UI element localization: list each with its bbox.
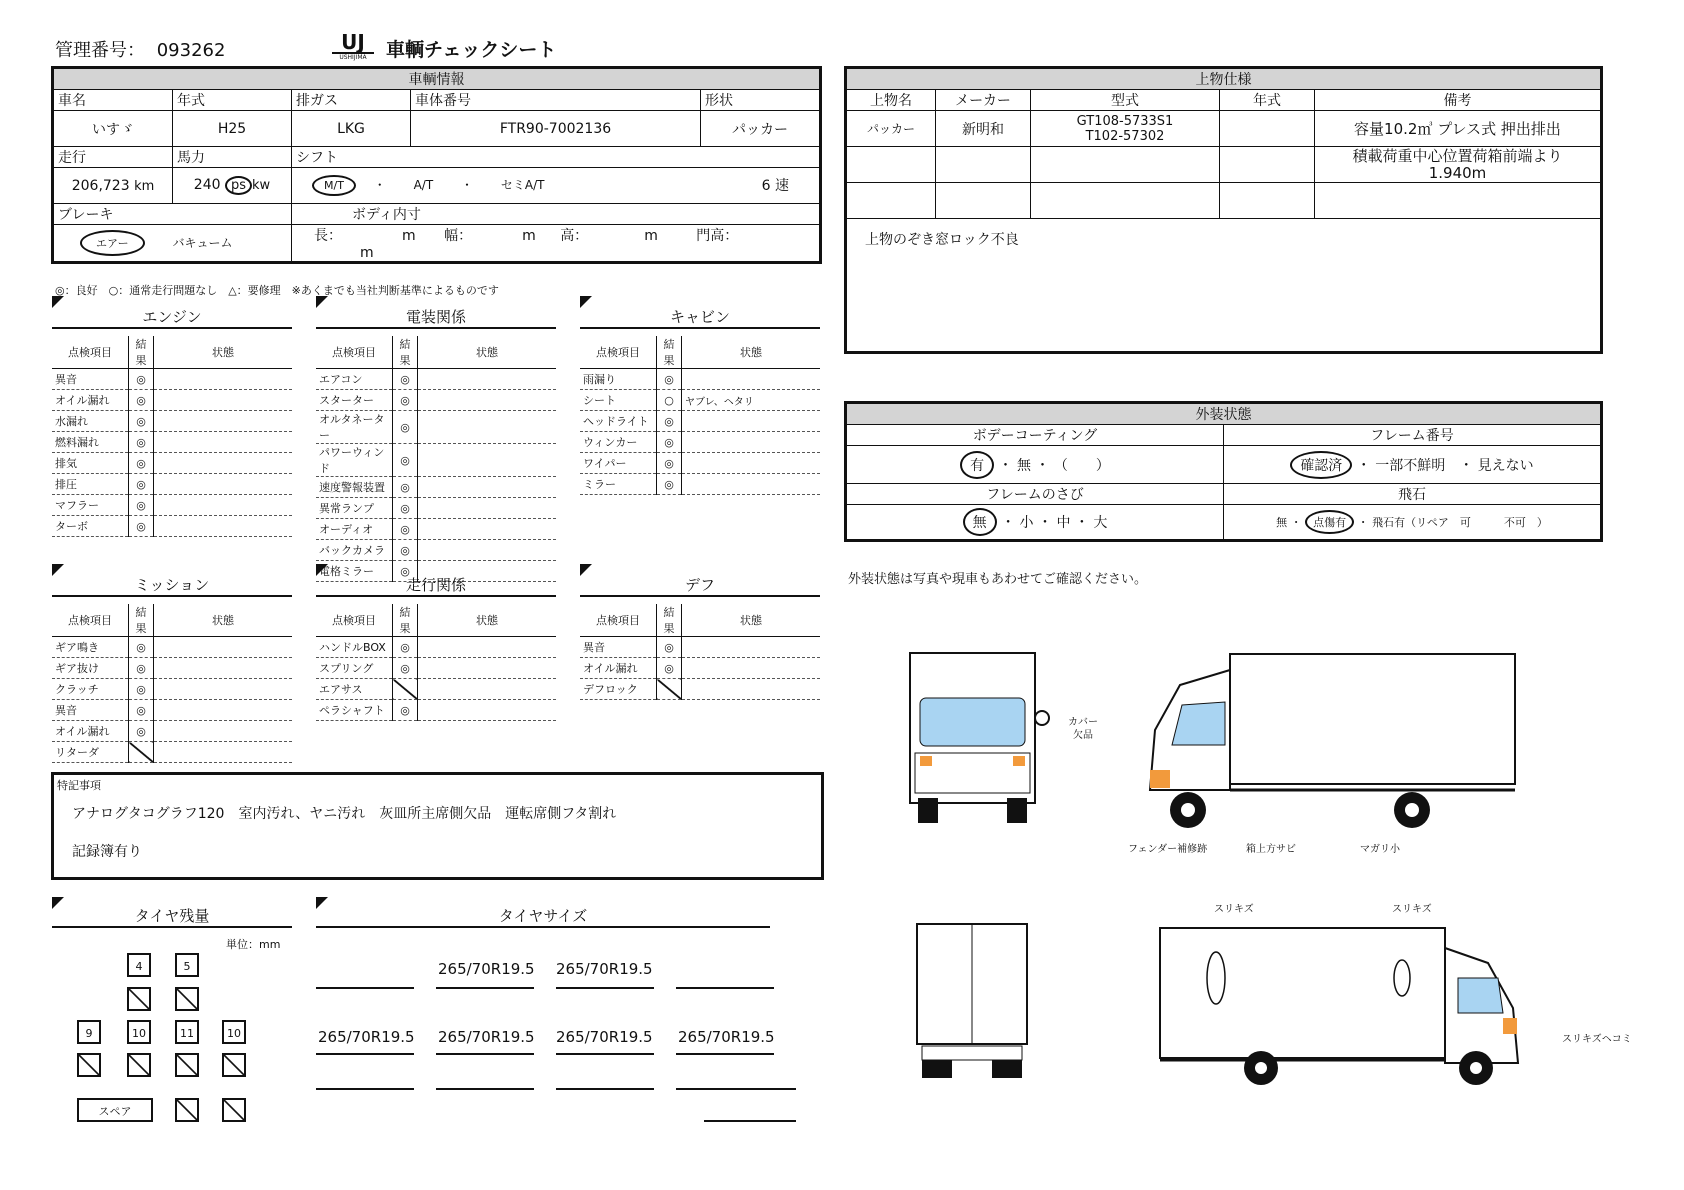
tire-rr1: 11 xyxy=(175,1020,199,1044)
mileage-value: 206,723 km xyxy=(53,168,173,204)
power-value: 240 ps kw xyxy=(173,168,292,204)
exterior-note: 外装状態は写真や現車もあわせてご確認ください。 xyxy=(848,572,1148,587)
tire-rl2: 10 xyxy=(127,1020,151,1044)
diff-title: デフ xyxy=(580,574,820,597)
truck-side-view-left xyxy=(1120,650,1520,830)
tire-unit: 単位：mm xyxy=(226,938,281,951)
check-row: オーディオ ◎ xyxy=(316,519,556,540)
check-row: クラッチ ◎ xyxy=(52,679,292,700)
label-cover: カバー 欠品 xyxy=(1068,717,1098,741)
label-box-rust: 箱上方サビ xyxy=(1246,844,1296,855)
label-scratch-1: スリキズ xyxy=(1214,904,1254,915)
check-row: 燃料漏れ ◎ xyxy=(52,432,292,453)
check-row: スプリング ◎ xyxy=(316,658,556,679)
cabin-title: キャビン xyxy=(580,306,820,329)
truck-side-view-right xyxy=(1158,918,1538,1088)
check-row: リターダ xyxy=(52,742,292,763)
mgmt-number: 管理番号： 093262 xyxy=(55,40,226,61)
coating-yes-circled: 有 xyxy=(960,451,994,479)
tire-fl: 4 xyxy=(127,953,151,977)
label-scratch-dent: スリキズヘコミ xyxy=(1562,1034,1632,1045)
shift-value: M/T ・ A/T ・ セミA/T 6 速 xyxy=(292,168,821,204)
chassis-value: FTR90-7002136 xyxy=(411,111,701,147)
vehicle-info-header: 車輌情報 xyxy=(53,68,821,90)
check-row: オイル漏れ ◎ xyxy=(580,658,820,679)
label-fender: フェンダー補修跡 xyxy=(1128,844,1208,855)
tire-rl1-none xyxy=(77,1053,101,1077)
tire-rl2-none xyxy=(127,1053,151,1077)
tire-fr-none xyxy=(175,987,199,1011)
label-scratch-2: スリキズ xyxy=(1392,904,1432,915)
check-row: ウィンカー ◎ xyxy=(580,432,820,453)
truck-front-view xyxy=(900,648,1050,828)
check-row: マフラー ◎ xyxy=(52,495,292,516)
mission-title: ミッション xyxy=(52,574,292,597)
check-row: オルタネーター ◎ xyxy=(316,411,556,444)
legend: ◎：良好 ○：通常走行問題なし △：要修理 ※あくまでも当社判断基準によるものです xyxy=(55,284,499,297)
check-row: ミラー ◎ xyxy=(580,474,820,495)
tire-spare-a xyxy=(175,1098,199,1122)
check-row: 異常ランプ ◎ xyxy=(316,498,556,519)
tire-size-b: 265/70R19.5 xyxy=(556,960,653,978)
check-row: 雨漏り ◎ xyxy=(580,369,820,390)
check-row: ハンドルBOX ◎ xyxy=(316,637,556,658)
gas-value: LKG xyxy=(292,111,411,147)
drive-title: 走行関係 xyxy=(316,574,556,597)
check-row: 異音 ◎ xyxy=(580,637,820,658)
check-row: エアコン ◎ xyxy=(316,369,556,390)
air-circled: エアー xyxy=(80,230,145,256)
maker-value: いすゞ xyxy=(53,111,173,147)
check-row: 異音 ◎ xyxy=(52,369,292,390)
engine-table: 点検項目 結果 状態 異音 ◎ オイル漏れ ◎ 水漏れ ◎ 燃料漏れ ◎ 排気 ◎ 排圧 ◎ マフラー ◎ ターボ ◎ xyxy=(52,336,292,537)
brake-value: エアー バキューム xyxy=(53,225,292,263)
rust-none-circled: 無 xyxy=(963,508,997,536)
mt-circled: M/T xyxy=(312,175,356,196)
check-row: 速度警報装置 ◎ xyxy=(316,477,556,498)
tire-fl-none xyxy=(127,987,151,1011)
check-row: 水漏れ ◎ xyxy=(52,411,292,432)
vehicle-info-table: 車輌情報 車名 年式 排ガス 車体番号 形状 いすゞ H25 LKG FTR90-7002136 パッカー 走行 馬力 シフト 206,723 km 240 ps kw M/T ・ A/T ・ セミA/T 6 速 ブレーキ ボディ内寸 エアー バキューム 長： m 幅： m 高： m 門高：m xyxy=(51,66,822,264)
exterior-table: 外装状態 ボデーコーティング フレーム番号 有 ・ 無 ・ （ ） 確認済 ・ 一部不鮮明 ・ 見えない フレームのさび 飛石 無 ・ 小 ・ 中 ・ 大 無 ・ 点傷有 ・ 飛石有（リペア 可 不可 ） xyxy=(844,401,1603,542)
check-row: オイル漏れ ◎ xyxy=(52,390,292,411)
tire-fr: 5 xyxy=(175,953,199,977)
check-row: ペラシャフト ◎ xyxy=(316,700,556,721)
year-value: H25 xyxy=(173,111,292,147)
tire-size-a: 265/70R19.5 xyxy=(438,960,535,978)
frame-ok-circled: 確認済 xyxy=(1290,451,1352,479)
engine-title: エンジン xyxy=(52,306,292,329)
tire-spare-b xyxy=(222,1098,246,1122)
electric-table: 点検項目 結果 状態 エアコン ◎ スターター ◎ オルタネーター ◎ パワーウィンド ◎ 速度警報装置 ◎ 異常ランプ ◎ オーディオ ◎ バックカメラ ◎ 電格ミラー ◎ xyxy=(316,336,556,582)
check-row: パワーウィンド ◎ xyxy=(316,444,556,477)
label-bent: マガリ小 xyxy=(1360,844,1400,855)
tire-rr2: 10 xyxy=(222,1020,246,1044)
tire-size-c: 265/70R19.5 xyxy=(318,1028,415,1046)
tire-size-e: 265/70R19.5 xyxy=(556,1028,653,1046)
check-row: 排圧 ◎ xyxy=(52,474,292,495)
tire-rr1-none xyxy=(175,1053,199,1077)
tire-size-f: 265/70R19.5 xyxy=(678,1028,775,1046)
tire-spare: スペア xyxy=(77,1098,153,1122)
check-row: スターター ◎ xyxy=(316,390,556,411)
cabin-table: 点検項目 結果 状態 雨漏り ◎ シート ○ ヤブレ、ヘタリ ヘッドライト ◎ ウィンカー ◎ ワイパー ◎ ミラー ◎ xyxy=(580,336,820,495)
company-logo: UJ USHIJIMA xyxy=(332,32,374,61)
truck-rear-view xyxy=(912,920,1032,1080)
special-notes-box: 特記事項 アナログタコグラフ120 室内汚れ、ヤニ汚れ 灰皿所主席側欠品 運転席側フタ割れ 記録簿有り xyxy=(51,772,824,880)
check-row: デフロック xyxy=(580,679,820,700)
shape-value: パッカー xyxy=(701,111,821,147)
tire-remain-title: タイヤ残量 xyxy=(52,905,292,928)
chip-spot-circled: 点傷有 xyxy=(1305,510,1354,534)
check-row: シート ○ ヤブレ、ヘタリ xyxy=(580,390,820,411)
upper-spec-table: 上物仕様 上物名 メーカー 型式 年式 備考 パッカー 新明和 GT108-5733S1 T102-57302 容量10.2㎥ プレス式 押出排出 積載荷重中心位置荷箱前端より 1.940m 上物のぞき窓ロック不良 xyxy=(844,66,1603,354)
check-row: ヘッドライト ◎ xyxy=(580,411,820,432)
check-row: ギア抜け ◎ xyxy=(52,658,292,679)
check-row: ギア鳴き ◎ xyxy=(52,637,292,658)
body-dims: 長： m 幅： m 高： m 門高：m xyxy=(292,225,821,263)
tire-rr2-none xyxy=(222,1053,246,1077)
check-row: ワイパー ◎ xyxy=(580,453,820,474)
mission-table: 点検項目 結果 状態 ギア鳴き ◎ ギア抜け ◎ クラッチ ◎ 異音 ◎ オイル漏れ ◎ リターダ xyxy=(52,604,292,763)
check-row: 電格ミラー ◎ xyxy=(316,561,556,582)
drive-table: 点検項目 結果 状態 ハンドルBOX ◎ スプリング ◎ エアサス ペラシャフト ◎ xyxy=(316,604,556,721)
tire-rl1: 9 xyxy=(77,1020,101,1044)
tire-size-title: タイヤサイズ xyxy=(316,905,770,928)
check-row: エアサス xyxy=(316,679,556,700)
check-row: 排気 ◎ xyxy=(52,453,292,474)
page-title: 車輌チェックシート xyxy=(386,39,557,61)
check-row: 異音 ◎ xyxy=(52,700,292,721)
check-row: オイル漏れ ◎ xyxy=(52,721,292,742)
diff-table: 点検項目 結果 状態 異音 ◎ オイル漏れ ◎ デフロック xyxy=(580,604,820,700)
upper-remarks: 上物のぞき窓ロック不良 xyxy=(846,219,1602,353)
tire-size-d: 265/70R19.5 xyxy=(438,1028,535,1046)
check-row: ターボ ◎ xyxy=(52,516,292,537)
check-row: バックカメラ ◎ xyxy=(316,540,556,561)
electric-title: 電装関係 xyxy=(316,306,556,329)
